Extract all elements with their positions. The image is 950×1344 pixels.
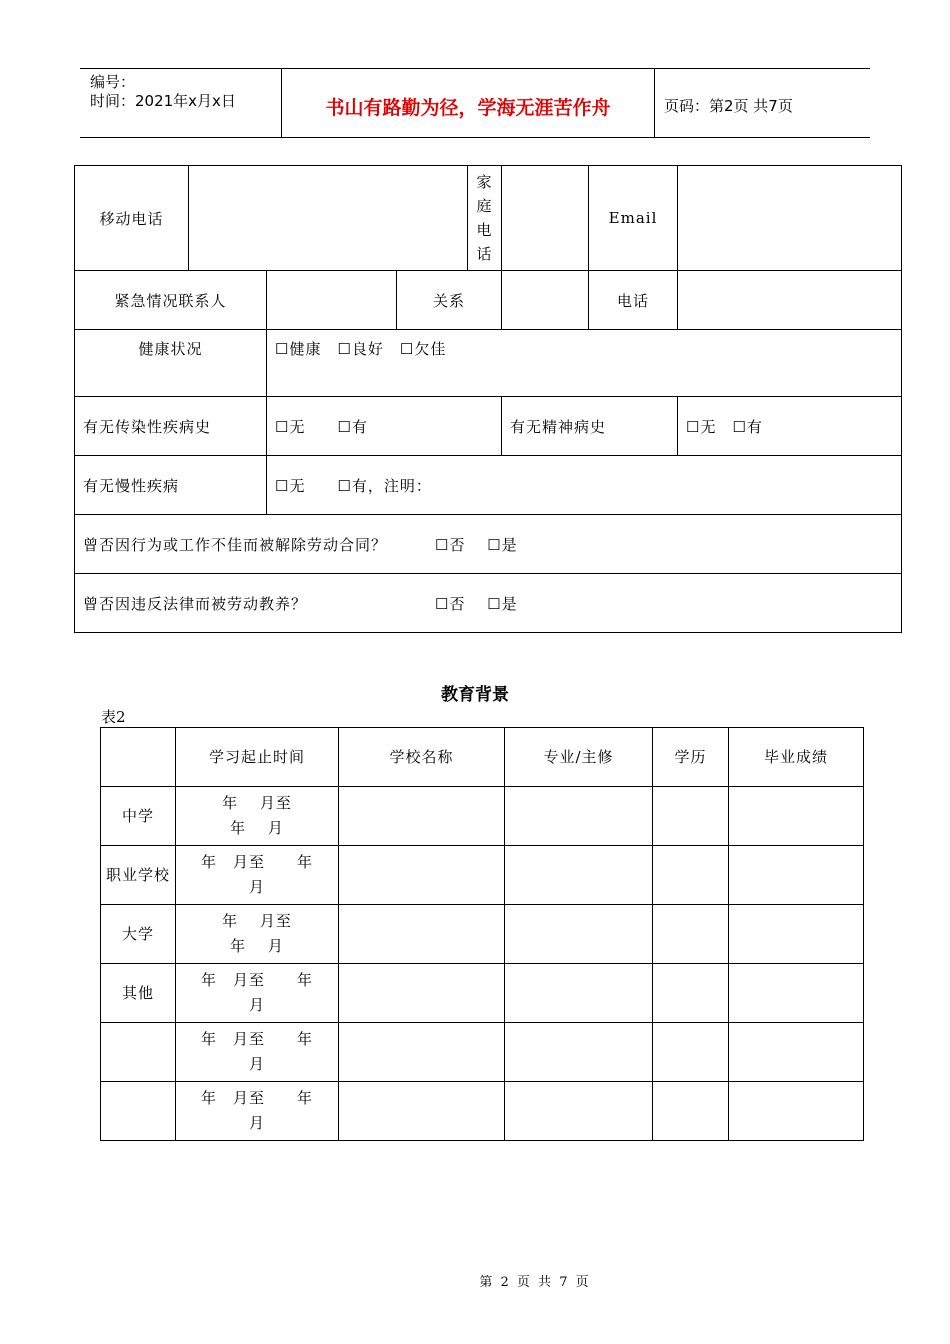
table-row: [101, 787, 864, 846]
table-row: [75, 330, 902, 397]
school-name-cell[interactable]: [339, 905, 505, 964]
phone-value[interactable]: [678, 271, 902, 330]
major-cell[interactable]: [505, 1082, 653, 1141]
degree-cell[interactable]: [653, 846, 729, 905]
reeducation-question-cell: [75, 574, 902, 633]
header-cell: 学历: [653, 728, 729, 787]
table-label: 表2: [101, 708, 126, 726]
personal-info-table: [74, 165, 902, 633]
home-phone-label: 家庭电话: [468, 166, 502, 271]
email-value[interactable]: [678, 166, 902, 271]
dismissed-question: 曾否因行为或工作不佳而被解除劳动合同？: [83, 535, 388, 554]
reeducation-question: 曾否因违反法律而被劳动教养？: [83, 594, 308, 613]
degree-cell[interactable]: [653, 787, 729, 846]
header-meta: [90, 73, 236, 111]
degree-cell[interactable]: [653, 1023, 729, 1082]
grade-cell[interactable]: [729, 905, 864, 964]
chronic-options[interactable]: ☐无 ☐有，注明：: [267, 456, 902, 515]
health-options[interactable]: ☐健康 ☐良好 ☐欠佳: [267, 330, 902, 397]
education-table: [100, 727, 864, 1141]
education-level: [101, 1023, 176, 1082]
phone-label: 电话: [589, 271, 678, 330]
header-cell: 学校名称: [339, 728, 505, 787]
table-row: [101, 1082, 864, 1141]
header-cell: [101, 728, 176, 787]
code-label: 编号：: [90, 73, 136, 91]
major-cell[interactable]: [505, 1023, 653, 1082]
school-name-cell[interactable]: [339, 846, 505, 905]
mobile-value[interactable]: [189, 166, 468, 271]
education-period[interactable]: 年 月至 年 月: [176, 1023, 339, 1082]
table-row: [75, 456, 902, 515]
mobile-label: 移动电话: [75, 166, 189, 271]
education-level: 职业学校: [101, 846, 176, 905]
email-label: Email: [589, 166, 678, 271]
relation-label: 关系: [397, 271, 502, 330]
school-name-cell[interactable]: [339, 1082, 505, 1141]
mental-options[interactable]: ☐无 ☐有: [678, 397, 902, 456]
grade-cell[interactable]: [729, 964, 864, 1023]
degree-cell[interactable]: [653, 905, 729, 964]
chronic-label: 有无慢性疾病: [75, 456, 267, 515]
header-divider: [654, 69, 655, 137]
footer-page-text: 第 2 页 共 7 页: [479, 1275, 591, 1290]
education-level: 中学: [101, 787, 176, 846]
grade-cell[interactable]: [729, 1023, 864, 1082]
grade-cell[interactable]: [729, 787, 864, 846]
major-cell[interactable]: [505, 846, 653, 905]
grade-cell[interactable]: [729, 846, 864, 905]
education-body: [101, 787, 864, 1141]
education-period[interactable]: 年 月至 年 月: [176, 787, 339, 846]
emergency-contact-label: 紧急情况联系人: [75, 271, 267, 330]
emergency-contact-value[interactable]: [267, 271, 397, 330]
degree-cell[interactable]: [653, 1082, 729, 1141]
school-name-cell[interactable]: [339, 1023, 505, 1082]
infectious-options[interactable]: ☐无 ☐有: [267, 397, 502, 456]
relation-value[interactable]: [502, 271, 589, 330]
degree-cell[interactable]: [653, 964, 729, 1023]
major-cell[interactable]: [505, 787, 653, 846]
page-header: [80, 68, 870, 138]
header-page-info: 页码：第2页 共7页: [664, 97, 793, 115]
dismissed-question-cell: [75, 515, 902, 574]
header-cell: 专业/主修: [505, 728, 653, 787]
education-header-row: [101, 728, 864, 787]
header-cell: 学习起止时间: [176, 728, 339, 787]
education-level: 大学: [101, 905, 176, 964]
time-label: 时间：2021年x月x日: [90, 92, 236, 110]
table-row: [101, 905, 864, 964]
dismissed-options[interactable]: ☐否 ☐是: [435, 535, 518, 554]
education-period[interactable]: 年 月至 年 月: [176, 1082, 339, 1141]
education-title: 教育背景: [441, 685, 509, 705]
reeducation-options[interactable]: ☐否 ☐是: [435, 594, 518, 613]
table-row: [75, 574, 902, 633]
page-footer: [0, 1271, 950, 1290]
table-row: [75, 166, 902, 271]
school-name-cell[interactable]: [339, 787, 505, 846]
table-row: [101, 1023, 864, 1082]
header-motto: 书山有路勤为径，学海无涯苦作舟: [325, 97, 611, 119]
home-phone-value[interactable]: [502, 166, 589, 271]
grade-cell[interactable]: [729, 1082, 864, 1141]
header-cell: 毕业成绩: [729, 728, 864, 787]
table-row: [75, 397, 902, 456]
table-row: [101, 964, 864, 1023]
education-level: [101, 1082, 176, 1141]
health-label: 健康状况: [75, 330, 267, 397]
education-period[interactable]: 年 月至 年 月: [176, 964, 339, 1023]
table-row: [75, 515, 902, 574]
major-cell[interactable]: [505, 905, 653, 964]
education-period[interactable]: 年 月至 年 月: [176, 905, 339, 964]
school-name-cell[interactable]: [339, 964, 505, 1023]
education-period[interactable]: 年 月至 年 月: [176, 846, 339, 905]
mental-label: 有无精神病史: [502, 397, 678, 456]
major-cell[interactable]: [505, 964, 653, 1023]
education-level: 其他: [101, 964, 176, 1023]
table-row: [75, 271, 902, 330]
infectious-label: 有无传染性疾病史: [75, 397, 267, 456]
table-row: [101, 846, 864, 905]
